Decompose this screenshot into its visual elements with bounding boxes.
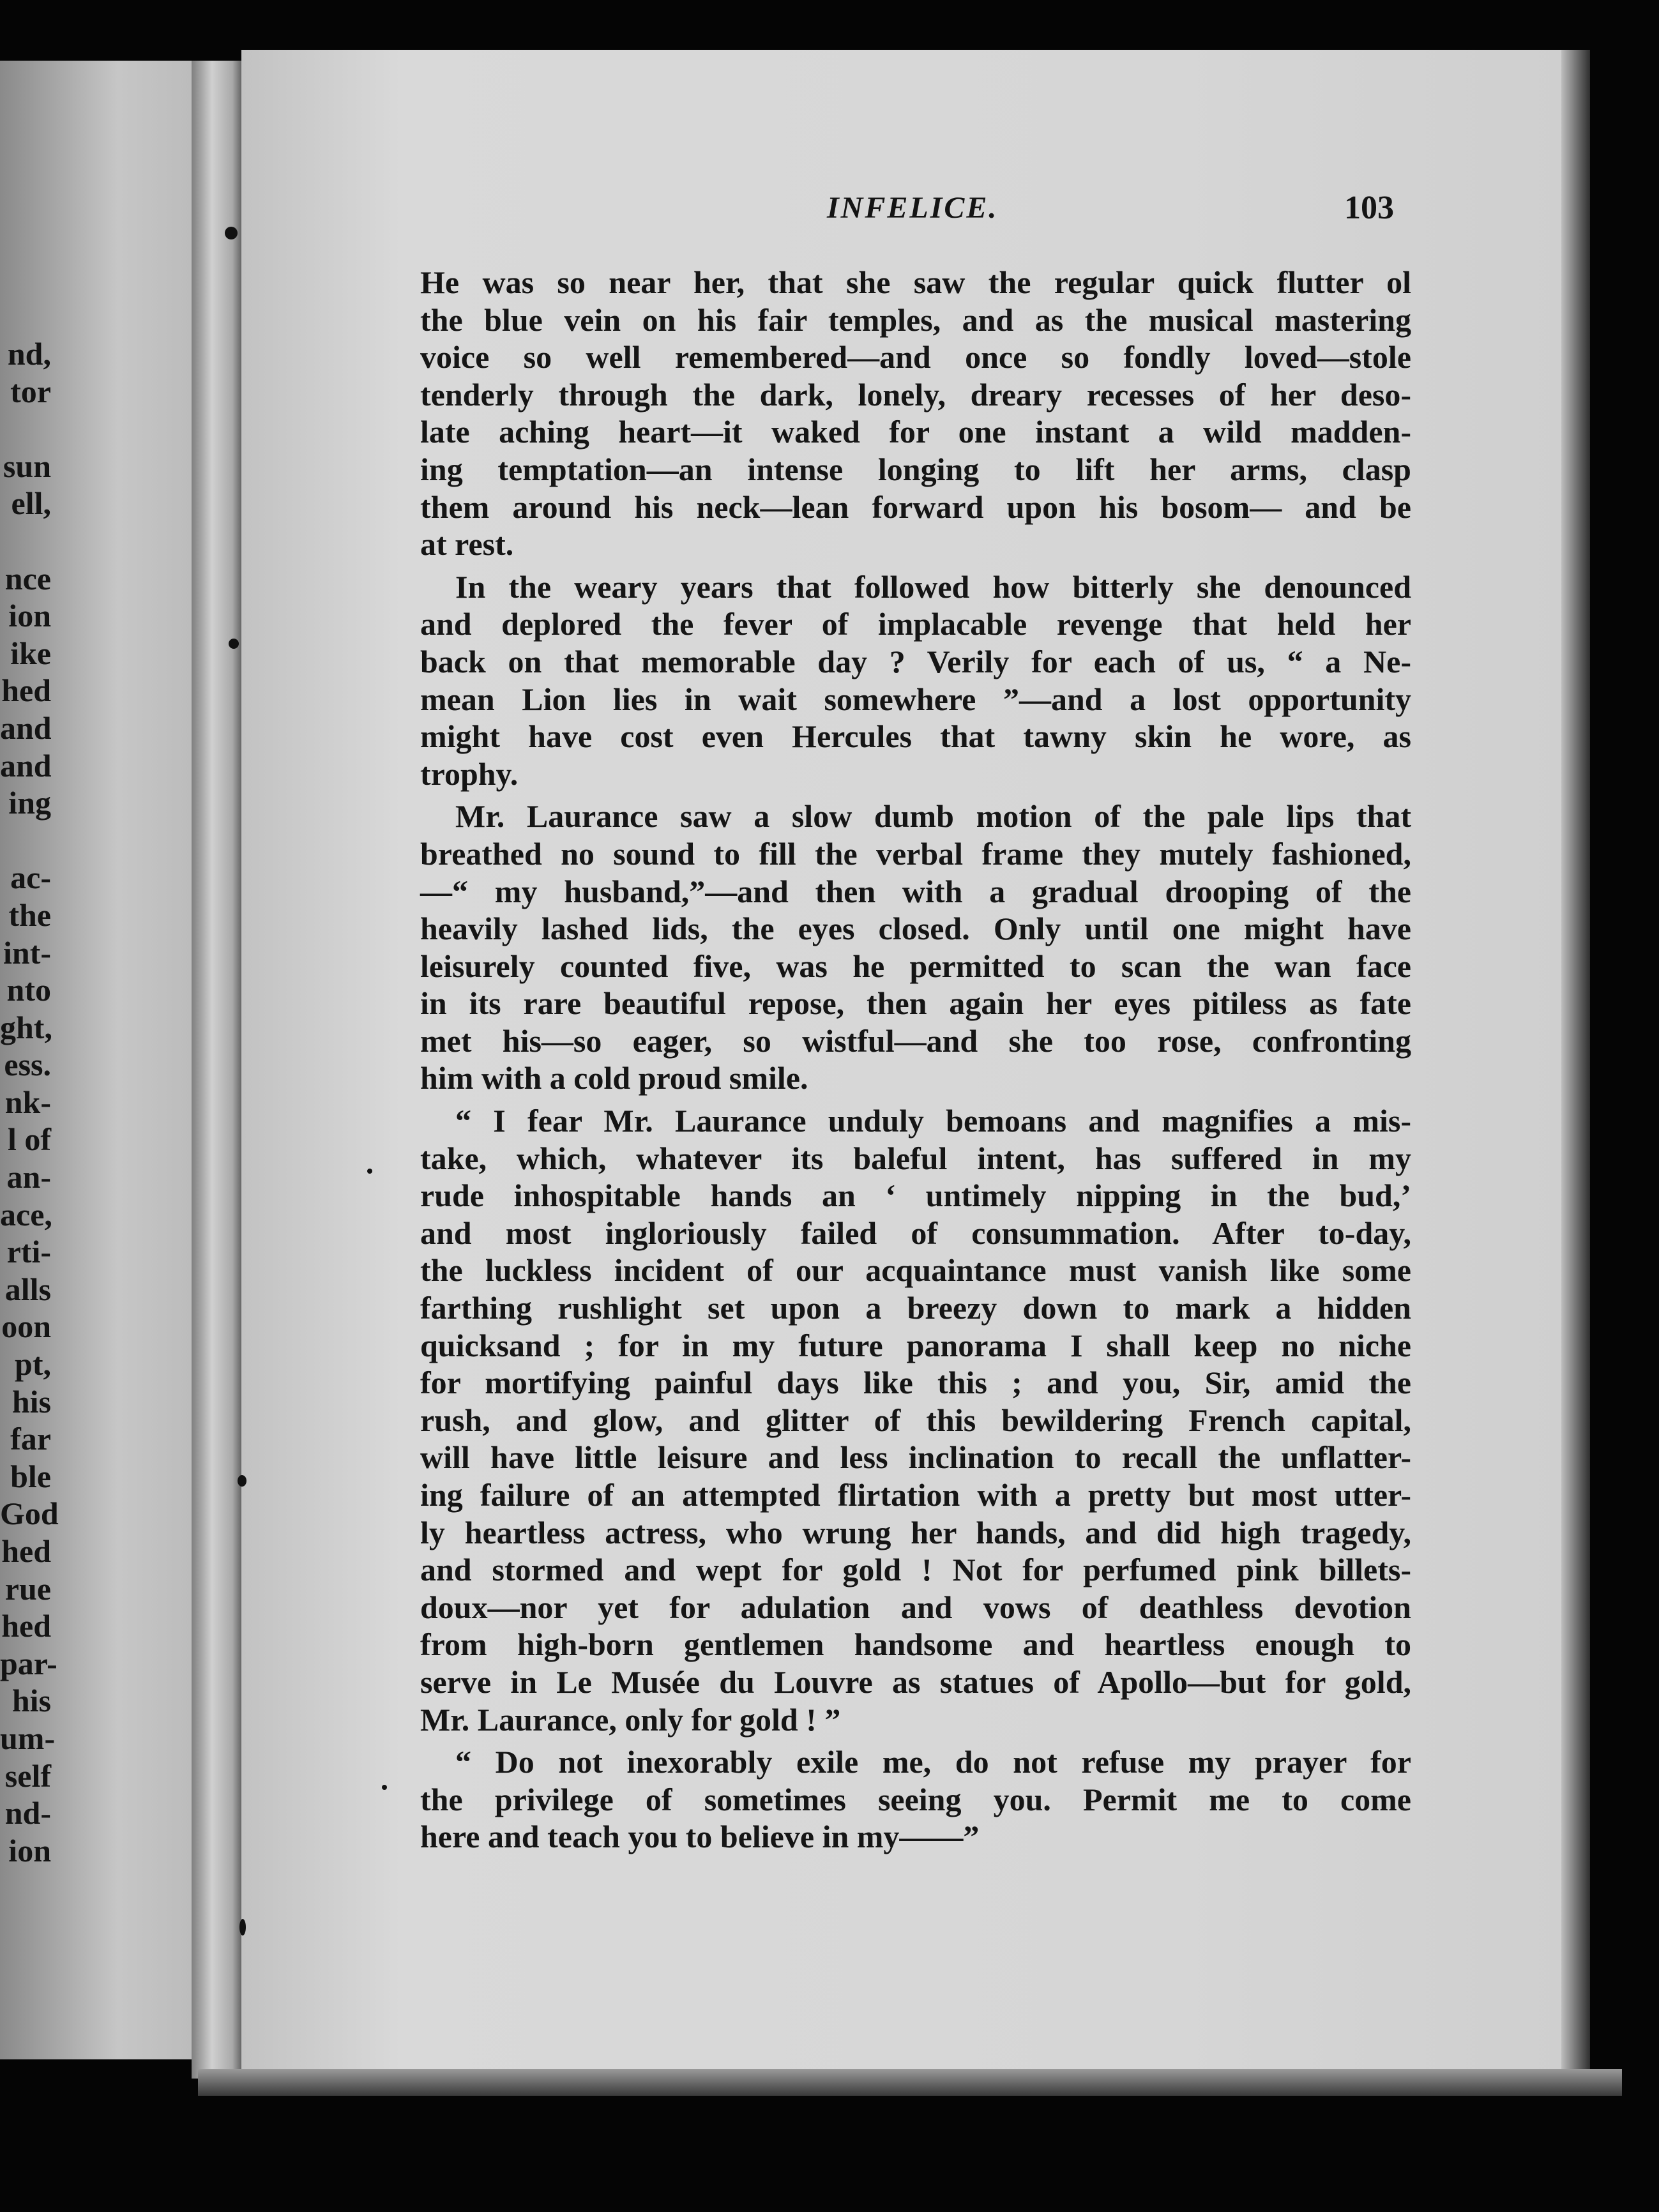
- text-line: met his—so eager, so wistful—and she too rose, confronting: [420, 1022, 1411, 1059]
- left-page-fragment: ac-: [10, 860, 51, 896]
- text-line: doux—nor yet for adulation and vows of deathless devotion: [420, 1589, 1411, 1625]
- text-line: for mortifying painful days like this ; and you, Sir, amid the: [420, 1365, 1411, 1401]
- book-gutter: [192, 61, 243, 2079]
- paragraph-gap: [420, 563, 1411, 568]
- left-page-fragment: nce: [4, 560, 51, 596]
- text-line: and stormed and wept for gold ! Not for perfumed pink billets-: [420, 1552, 1411, 1588]
- left-page-fragment: par-: [0, 1645, 57, 1681]
- left-page-fragment: l of: [7, 1121, 51, 1158]
- text-line: the blue vein on his fair temples, and as the musical mastering: [420, 301, 1411, 338]
- left-page-fragment: ing: [8, 785, 51, 821]
- left-page-fragment: alls: [4, 1271, 51, 1307]
- text-line: tenderly through the dark, lonely, dreary recesses of her deso-: [420, 376, 1411, 413]
- left-page-fragment: ell,: [11, 485, 51, 522]
- left-page-fragment: far: [10, 1421, 51, 1457]
- text-line: him with a cold proud smile.: [420, 1060, 808, 1096]
- paragraph-gap: [420, 792, 1411, 798]
- left-page-fragment: pt,: [15, 1346, 51, 1382]
- text-line: at rest.: [420, 526, 514, 563]
- text-line: from high-born gentlemen handsome and heartless enough to: [420, 1626, 1411, 1663]
- text-line: late aching heart—it waked for one instant a wild madden-: [420, 414, 1411, 450]
- text-line: will have little leisure and less inclination to recall the unflatter-: [420, 1439, 1411, 1476]
- paragraph: [420, 264, 1411, 563]
- text-line: quicksand ; for in my future panorama I shall keep no niche: [420, 1327, 1411, 1363]
- left-page-fragment: ion: [8, 1832, 51, 1868]
- text-line: farthing rushlight set upon a breezy down to mark a hidden: [420, 1290, 1411, 1326]
- left-page-fragment: nd-: [4, 1795, 51, 1831]
- page-body: [420, 264, 1411, 1856]
- left-page-fragment: hed: [1, 672, 51, 709]
- text-line: might have cost even Hercules that tawny skin he wore, as: [420, 718, 1411, 755]
- left-page-fragment: ess.: [4, 1047, 51, 1083]
- left-page-fragment: ght,: [0, 1009, 52, 1045]
- left-page-fragment: int-: [3, 934, 51, 971]
- paragraph-gap: [420, 1097, 1411, 1102]
- left-page-fragment: ike: [10, 635, 51, 671]
- page-bottom-edge: [198, 2069, 1622, 2096]
- left-page-fragment: um-: [0, 1720, 56, 1756]
- text-line: breathed no sound to fill the verbal frame they mutely fashioned,: [420, 835, 1411, 872]
- text-line: mean Lion lies in wait somewhere ”—and a lost opportunity: [420, 681, 1411, 717]
- text-line: In the weary years that followed how bitterly she denounced: [455, 568, 1411, 605]
- page-right-edge: [1561, 50, 1590, 2093]
- text-line: here and teach you to believe in my——”: [420, 1819, 980, 1855]
- paragraph-gap: [420, 1738, 1411, 1743]
- text-line: He was so near her, that she saw the regular quick flutter ol: [420, 264, 1411, 300]
- text-line: voice so well remembered—and once so fondly loved—stole: [420, 339, 1411, 375]
- left-page-fragment: self: [4, 1757, 51, 1794]
- left-page-fragment: sun: [3, 448, 51, 484]
- left-page-fragment: tor: [10, 373, 51, 409]
- text-line: ly heartless actress, who wrung her hands, and did high tragedy,: [420, 1514, 1411, 1550]
- left-page-fragment: ace,: [0, 1196, 52, 1232]
- left-page-fragment: [0, 822, 51, 860]
- running-head: INFELICE.: [827, 191, 999, 225]
- left-page-fragment: his: [11, 1683, 51, 1719]
- left-page-fragment: rue: [4, 1570, 51, 1607]
- left-page-fragment: nd,: [7, 336, 51, 372]
- left-page-fragment: nto: [6, 972, 51, 1008]
- left-page-fragment: hed: [1, 1533, 51, 1569]
- left-page-fragment: the: [8, 897, 51, 933]
- text-line: heavily lashed lids, the eyes closed. Only until one might have: [420, 911, 1411, 947]
- left-page-fragment: nk-: [4, 1084, 51, 1120]
- text-line: take, which, whatever its baleful intent, has suffered in my: [420, 1140, 1411, 1176]
- left-page-text-fragments: [0, 335, 59, 1869]
- paragraph: [420, 568, 1411, 793]
- text-line: back on that memorable day ? Verily for each of us, “ a Ne-: [420, 643, 1411, 679]
- page-number: 103: [1344, 190, 1394, 226]
- left-page-fragment: rti-: [6, 1234, 51, 1270]
- text-line: leisurely counted five, was he permitted to scan the wan face: [420, 948, 1411, 984]
- paragraph: [420, 798, 1411, 1097]
- left-page-fragment: oon: [1, 1308, 51, 1345]
- left-page-fragment: an-: [6, 1159, 51, 1195]
- left-page-fragment: God: [0, 1496, 59, 1532]
- text-line: rush, and glow, and glitter of this bewildering French capital,: [420, 1402, 1411, 1438]
- text-line: —“ my husband,”—and then with a gradual drooping of the: [420, 873, 1411, 909]
- text-line: “ Do not inexorably exile me, do not refuse my prayer for: [455, 1744, 1411, 1780]
- left-page-fragment: ble: [10, 1458, 51, 1494]
- text-line: the luckless incident of our acquaintance must vanish like some: [420, 1252, 1411, 1289]
- left-page-fragment: his: [11, 1383, 51, 1420]
- paragraph: [420, 1102, 1411, 1738]
- text-line: ing temptation—an intense longing to lift her arms, clasp: [420, 451, 1411, 487]
- left-page-fragment: [0, 410, 51, 448]
- left-page-fragment: ion: [8, 598, 51, 634]
- text-line: serve in Le Musée du Louvre as statues of Apollo—but for gold,: [420, 1663, 1411, 1700]
- text-line: ing failure of an attempted flirtation with a pretty but most utter-: [420, 1477, 1411, 1513]
- text-line: in its rare beautiful repose, then again her eyes pitiless as fate: [420, 985, 1411, 1022]
- text-line: trophy.: [420, 755, 519, 792]
- text-line: them around his neck—lean forward upon his bosom— and be: [420, 489, 1411, 525]
- text-line: the privilege of sometimes seeing you. Permit me to come: [420, 1781, 1411, 1817]
- left-page-fragment: and: [0, 709, 52, 746]
- left-page: [0, 61, 214, 2059]
- text-line: Mr. Laurance, only for gold ! ”: [420, 1701, 841, 1738]
- text-line: rude inhospitable hands an ‘ untimely nipping in the bud,’: [420, 1178, 1411, 1214]
- left-page-fragment: hed: [1, 1608, 51, 1644]
- text-line: and deplored the fever of implacable revenge that held her: [420, 606, 1411, 642]
- left-page-fragment: [0, 522, 51, 560]
- text-line: “ I fear Mr. Laurance unduly bemoans and magnifies a mis-: [455, 1103, 1411, 1139]
- text-line: and most ingloriously failed of consummation. After to-day,: [420, 1215, 1411, 1251]
- left-page-fragment: and: [0, 747, 52, 784]
- paragraph: [420, 1743, 1411, 1856]
- text-line: Mr. Laurance saw a slow dumb motion of the pale lips that: [455, 798, 1411, 835]
